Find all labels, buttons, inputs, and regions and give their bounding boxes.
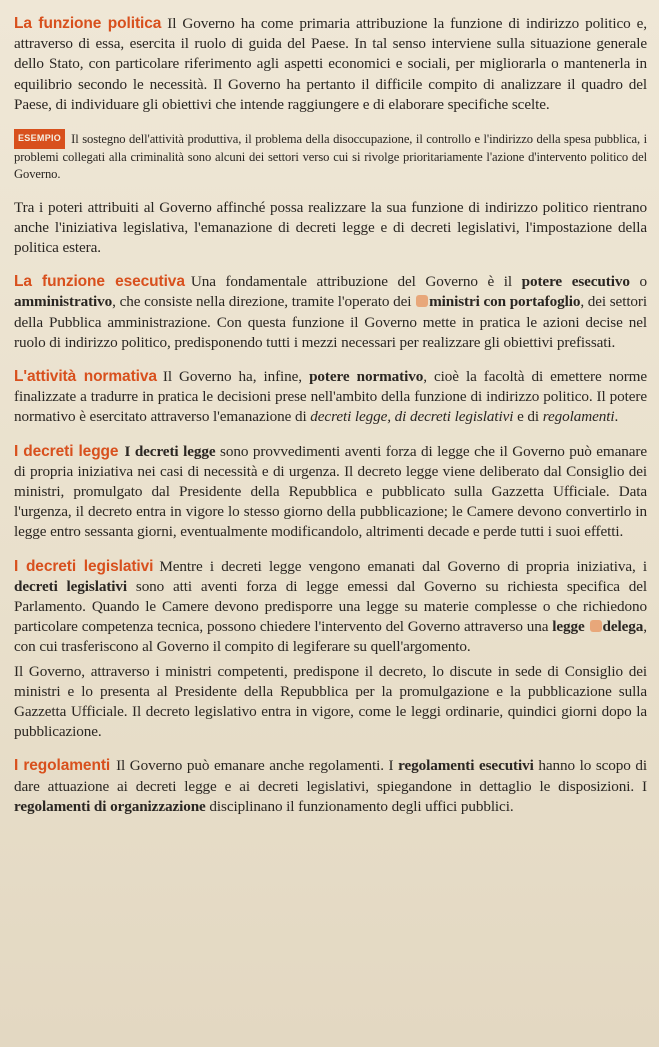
paragraph-regolamenti bbox=[14, 756, 647, 817]
text: , cioè la facoltà di emettere norme finalizzate a tradurre in pratica le decisioni prese nell'ambito della funzione di indirizzo politico. Il potere normativo è esercitato attraverso l'emanazione di bbox=[14, 367, 648, 426]
text: sono provvedimenti aventi forza di legge che il Governo può emanare di propria iniziativa nei casi di necessità e di urgenza. Il decreto legge viene deliberato dal Consiglio dei ministri, promulgato dal Presidente della Repubblica e pubblicato sulla Gazzetta Ufficiale. Data l'urgenza, il decreto entra in vigore lo stesso giorno della pubblicazione; le Camere devono convertirlo in legge entro sessanta giorni, eventualmente modificandolo, altrimenti decade e perde tutti i suoi effetti. bbox=[14, 442, 648, 541]
paragraph-procedura-decreto bbox=[14, 662, 647, 743]
text: . bbox=[614, 408, 619, 426]
example-paragraph bbox=[14, 129, 647, 184]
bold-term: legge bbox=[552, 618, 585, 636]
heading-regolamenti: I regolamenti bbox=[14, 757, 111, 775]
heading-decreti-legislativi: I decreti legislativi bbox=[14, 557, 154, 575]
bold-term: regolamenti di organizzazione bbox=[14, 797, 206, 815]
bold-term: delega bbox=[602, 618, 644, 636]
bold-term: ministri con portafoglio bbox=[429, 293, 581, 311]
text: Il Governo ha come primaria attribuzione la funzione di indirizzo politico e, attraverso di essa, esercita il ruolo di guida del Paese. In tal senso interviene sulla situazione generale dello Stato, con particolare riferimento agli aspetti economici e sociali, per migliorarla o mantenerla in equilibrio secondo le necessità. Il Governo ha pertanto il difficile compito di analizzare il quadro del Paese, di individuare gli obiettivi che intende raggiungere e di elaborare specifiche scelte. bbox=[14, 15, 648, 113]
bold-term: regolamenti esecutivi bbox=[398, 757, 534, 775]
text: Il Governo ha, infine, bbox=[162, 367, 310, 385]
bold-term: decreti legislativi bbox=[14, 577, 128, 595]
paragraph-poteri bbox=[14, 198, 647, 259]
glossary-marker-icon bbox=[590, 620, 602, 632]
text: Una fondamentale attribuzione del Governo è il bbox=[190, 273, 522, 291]
text: , con cui trasferiscono al Governo il compito di legiferare su quell'argomento. bbox=[14, 618, 647, 656]
heading-decreti-legge: I decreti legge bbox=[14, 442, 119, 460]
paragraph-funzione-politica bbox=[14, 14, 647, 115]
italic-term: regolamenti bbox=[542, 408, 615, 426]
bold-term: potere normativo bbox=[309, 367, 424, 385]
example-label: ESEMPIO bbox=[14, 129, 65, 149]
text: hanno lo scopo di dare attuazione ai decreti legge e ai decreti legislativi, spiegandone in dettaglio le disposizioni. I bbox=[14, 757, 648, 795]
bold-term: potere esecutivo bbox=[521, 273, 630, 291]
paragraph-funzione-esecutiva bbox=[14, 272, 647, 353]
text: e di bbox=[513, 408, 543, 426]
glossary-marker-icon bbox=[416, 295, 428, 307]
paragraph-decreti-legislativi bbox=[14, 557, 647, 658]
text: Mentre i decreti legge vengono emanati dal Governo di propria iniziativa, i bbox=[159, 557, 647, 575]
text: Il Governo può emanare anche regolamenti. I bbox=[116, 757, 399, 775]
text: , dei settori della Pubblica amministrazione. Con questa funzione il Governo mette in pratica le azioni decise nel ruolo di indirizzo politico, predisponendo tutti i mezzi necessari per realizzare gli obiettivi prefissati. bbox=[14, 293, 648, 351]
text: , che consiste nella direzione, tramite l'operato dei bbox=[112, 293, 416, 311]
bold-term: I decreti legge bbox=[124, 442, 216, 460]
text: Il sostegno dell'attività produttiva, il problema della disoccupazione, il controllo e l'indirizzo della spesa pubblica, i problemi collegati alla criminalità sono alcuni dei settori verso cui si rivolge prioritariamente l'azione d'intervento politico del Governo. bbox=[14, 132, 647, 182]
paragraph-attivita-normativa bbox=[14, 367, 647, 428]
italic-term: decreti legge, di decreti legislativi bbox=[310, 408, 514, 426]
text: disciplinano il funzionamento degli uffici pubblici. bbox=[205, 797, 514, 815]
paragraph-decreti-legge bbox=[14, 442, 647, 543]
heading-funzione-politica: La funzione politica bbox=[14, 15, 162, 32]
text: o bbox=[629, 273, 647, 291]
bold-term: amministrativo bbox=[14, 293, 113, 311]
text: sono atti aventi forza di legge emessi dal Governo su richiesta specifica del Parlamento. Quando le Camere devono predisporre una legge su materie complesse o che richiedono particolare competenza tecnica, possono chiedere l'intervento del Governo attraverso una bbox=[14, 577, 647, 636]
text: Tra i poteri attribuiti al Governo affinché possa realizzare la sua funzione di indirizzo politico rientrano anche l'iniziativa legislativa, l'emanazione di decreti legge e di decreti legislativi, l'impostazione della politica estera. bbox=[14, 198, 647, 256]
text: Il Governo, attraverso i ministri competenti, predispone il decreto, lo discute in sede di Consiglio dei ministri e lo presenta al Presidente della Repubblica per la promulgazione e la pubblicazione sulla Gazzetta Ufficiale. Il decreto legislativo entra in vigore, come le leggi ordinarie, quindici giorni dopo la pubblicazione. bbox=[14, 662, 647, 741]
heading-attivita-normativa: L'attività normativa bbox=[14, 367, 157, 385]
heading-funzione-esecutiva: La funzione esecutiva bbox=[14, 273, 185, 291]
